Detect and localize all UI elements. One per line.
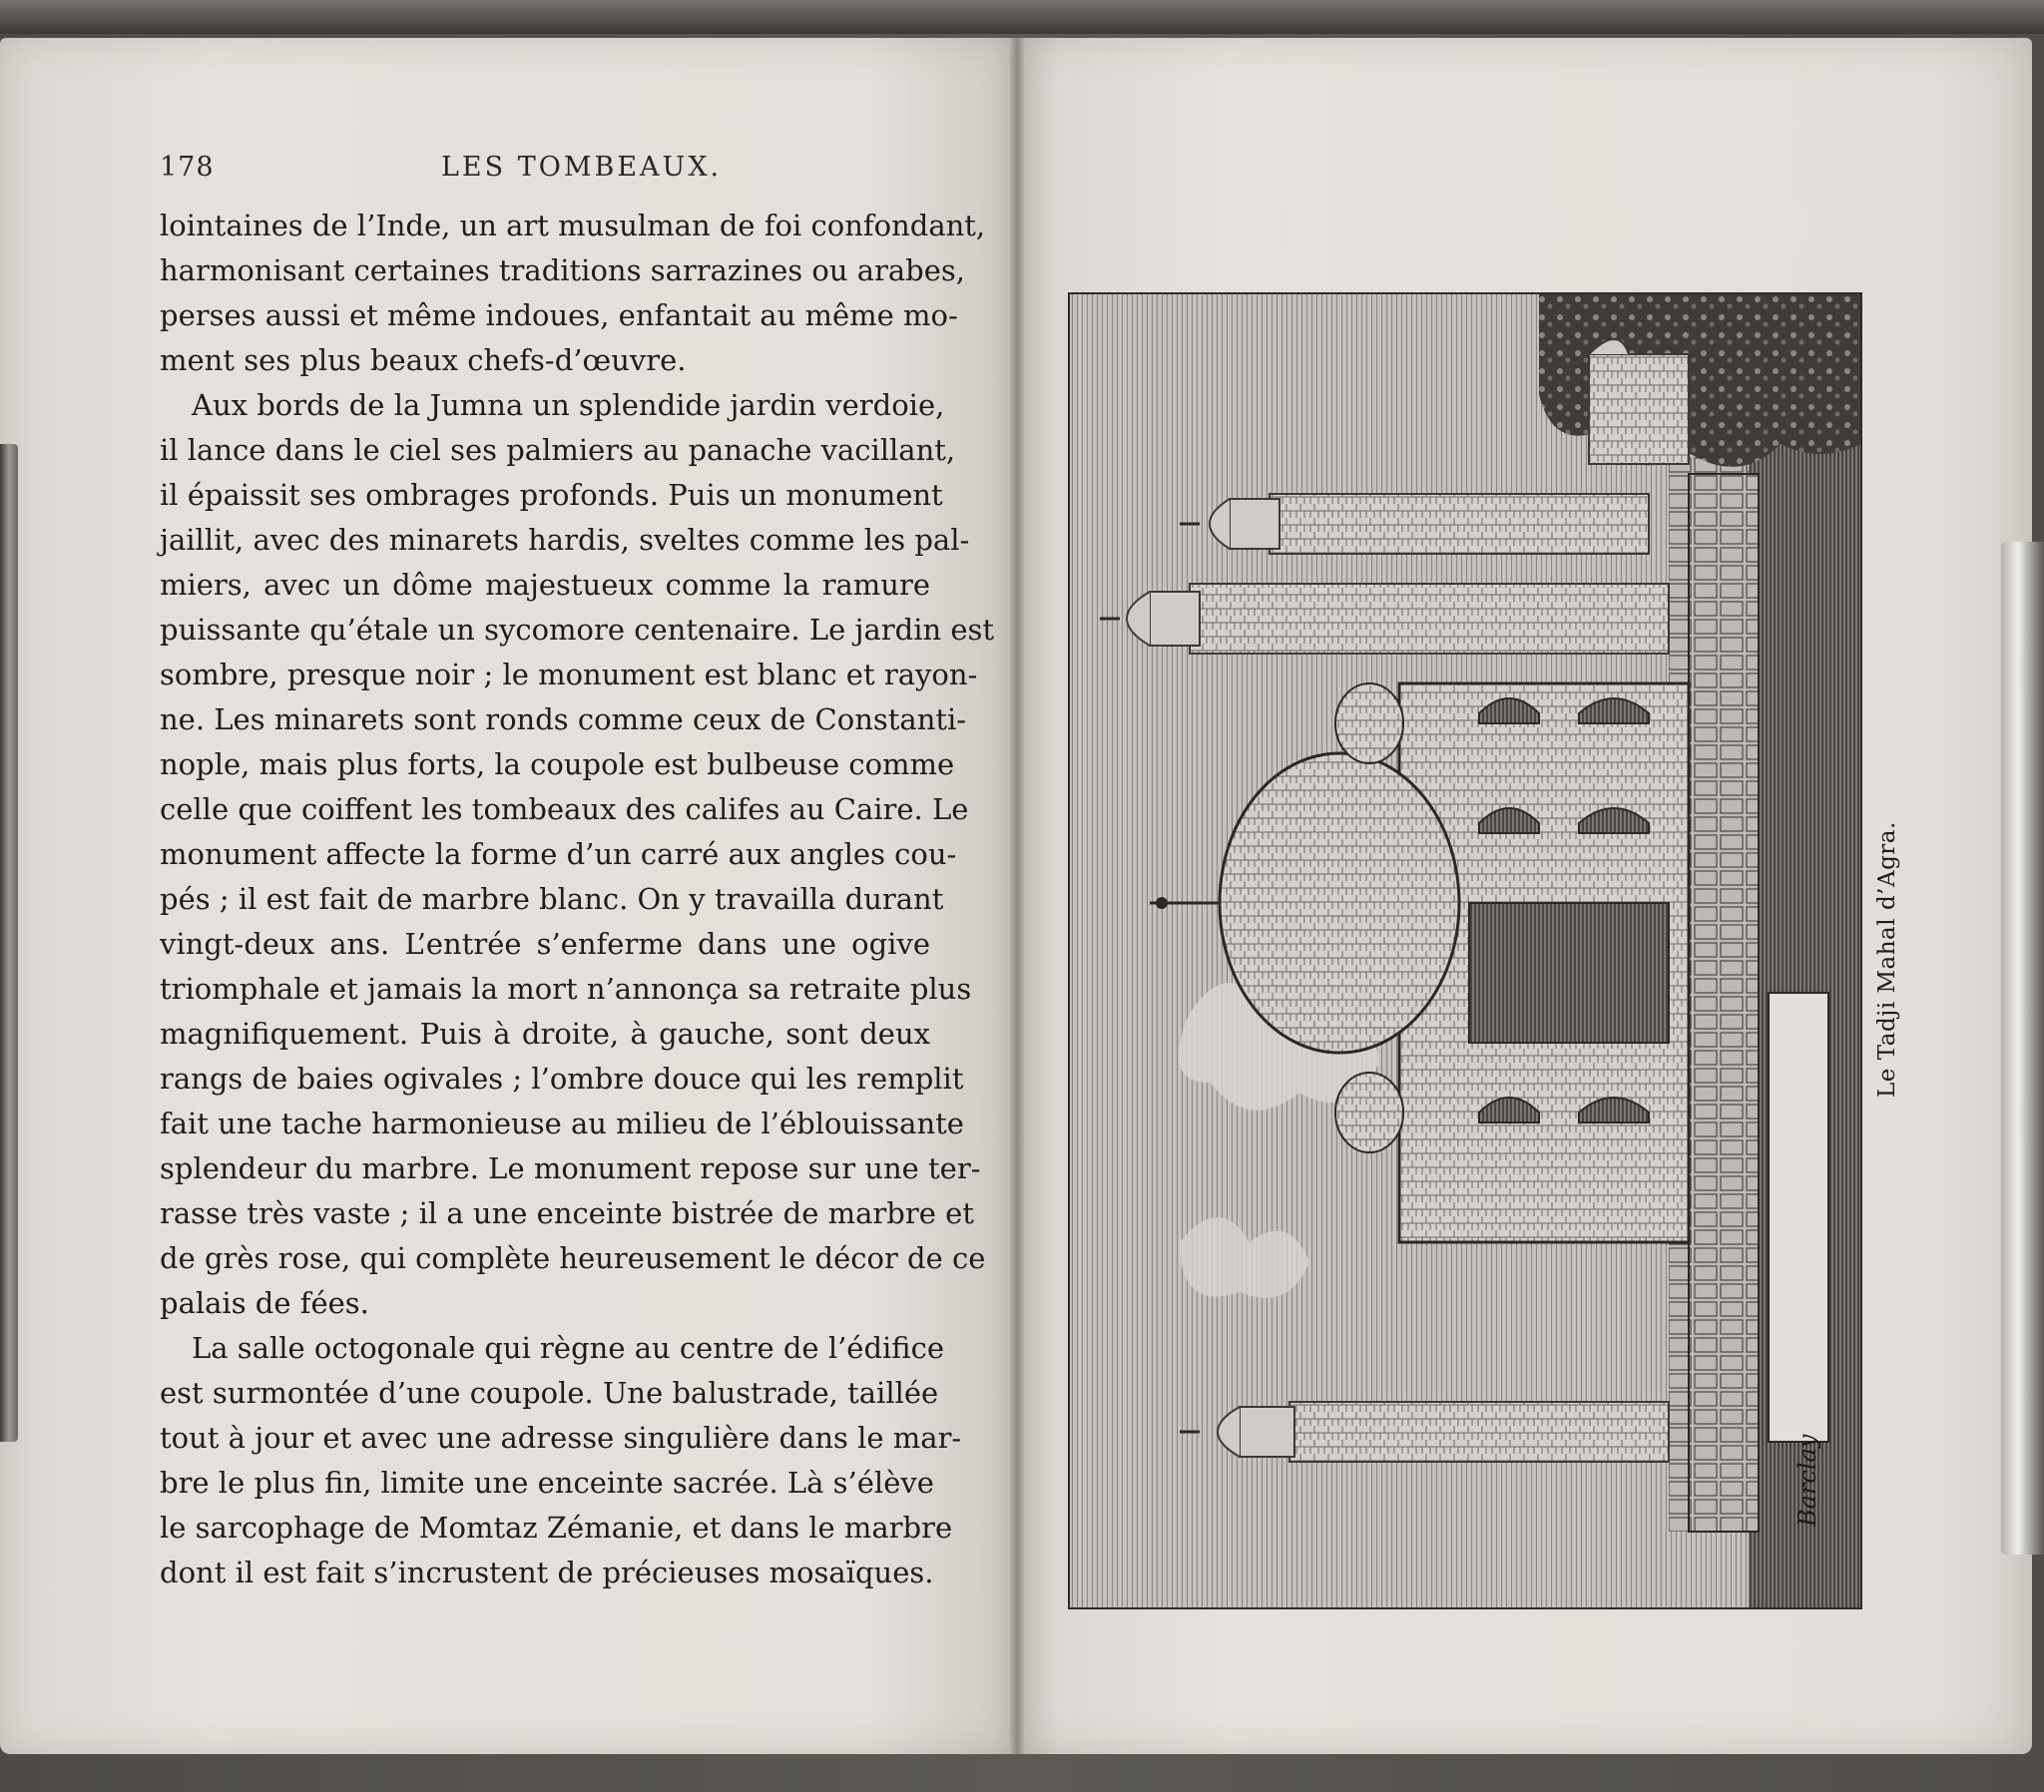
text-line: splendeur du marbre. Le monument repose sur une ter-: [160, 1151, 981, 1185]
text-line: pés ; il est fait de marbre blanc. On y travailla durant: [160, 882, 944, 916]
text-line: magnifiquement. Puis à droite, à gauche, sont deux: [160, 1017, 930, 1051]
running-head: LES TOMBEAUX.: [441, 152, 723, 183]
text-line: puissante qu’étale un sycomore centenaire. Le jardin est: [160, 613, 995, 647]
page-clip-right: [2001, 542, 2044, 1555]
text-line: lointaines de l’Inde, un art musulman de foi confondant,: [160, 209, 986, 242]
book-gutter: [1010, 38, 1024, 1754]
text-line: fait une tache harmonieuse au milieu de l’éblouissante: [160, 1107, 964, 1140]
text-line: celle que coiffent les tombeaux des califes au Caire. Le: [160, 792, 969, 826]
engraving-plate: [1068, 292, 1862, 1609]
text-line: est surmontée d’une coupole. Une balustrade, taillée: [160, 1376, 939, 1410]
page-clip-left: [0, 444, 18, 1442]
book-cover-edge: [0, 0, 2044, 34]
text-line: palais de fées.: [160, 1286, 369, 1320]
text-line: perses aussi et même indoues, enfantait au même mo-: [160, 298, 958, 332]
text-line: monument affecte la forme d’un carré aux angles cou-: [160, 837, 957, 871]
text-line: ment ses plus beaux chefs-d’œuvre.: [160, 343, 687, 377]
page-header: [160, 152, 938, 192]
taj-mahal-engraving: [1070, 294, 1860, 1607]
text-line: il épaissit ses ombrages profonds. Puis un monument: [160, 478, 943, 512]
text-line: dont il est fait s’incrustent de précieuses mosaïques.: [160, 1556, 934, 1589]
text-line: nople, mais plus forts, la coupole est bulbeuse comme: [160, 747, 955, 781]
text-line: triomphale et jamais la mort n’annonça sa retraite plus: [160, 972, 972, 1006]
text-line: Aux bords de la Jumna un splendide jardin verdoie,: [192, 388, 945, 422]
text-line: rasse très vaste ; il a une enceinte bistrée de marbre et: [160, 1196, 974, 1230]
page-number: 178: [160, 152, 215, 183]
text-line: rangs de baies ogivales ; l’ombre douce qui les remplit: [160, 1062, 964, 1096]
text-line: sombre, presque noir ; le monument est blanc et rayon-: [160, 658, 978, 691]
text-line: il lance dans le ciel ses palmiers au panache vacillant,: [160, 433, 956, 467]
text-line: harmonisant certaines traditions sarrazines ou arabes,: [160, 253, 966, 287]
text-line: le sarcophage de Momtaz Zémanie, et dans le marbre: [160, 1511, 953, 1545]
text-line: tout à jour et avec une adresse singulière dans le mar-: [160, 1421, 962, 1455]
body-text: [160, 204, 995, 1595]
text-line: miers, avec un dôme majestueux comme la ramure: [160, 568, 930, 602]
text-line: ne. Les minarets sont ronds comme ceux de Constanti-: [160, 702, 967, 736]
text-line: jaillit, avec des minarets hardis, sveltes comme les pal-: [160, 523, 970, 557]
text-line: bre le plus fin, limite une enceinte sacrée. Là s’élève: [160, 1466, 934, 1500]
text-line: vingt-deux ans. L’entrée s’enferme dans une ogive: [160, 927, 930, 961]
text-line: La salle octogonale qui règne au centre de l’édifice: [192, 1331, 945, 1365]
text-line: de grès rose, qui complète heureusement le décor de ce: [160, 1241, 986, 1275]
